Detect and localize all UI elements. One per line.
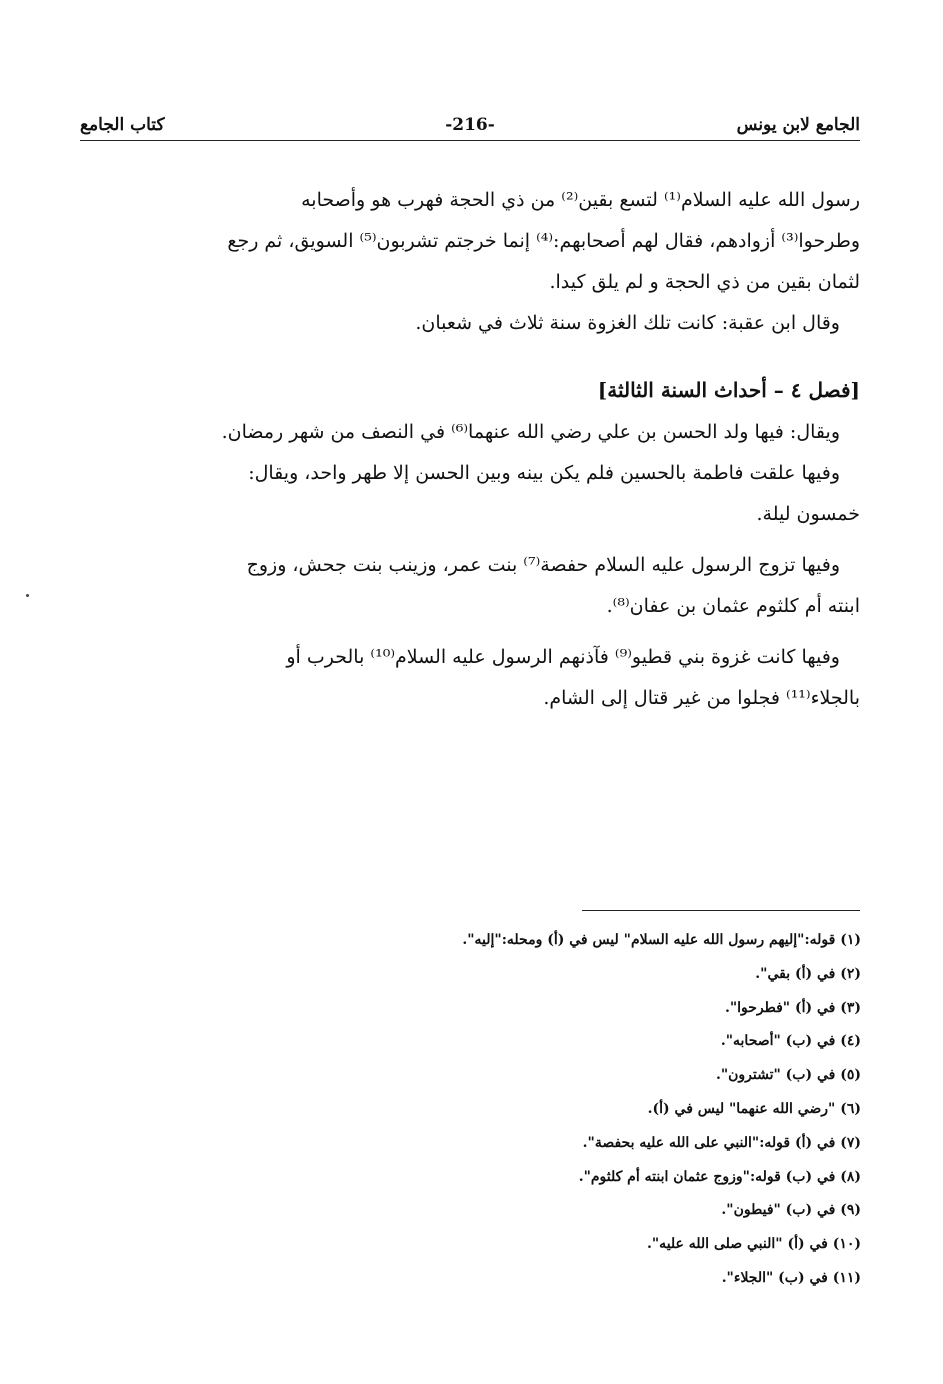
spacer (80, 627, 860, 637)
footnote: (١١) في (ب) "الجلاء". (721, 1269, 861, 1286)
scan-speck (26, 594, 29, 597)
footnotes (361, 924, 861, 1296)
footnote: (١) قوله:"إليهم رسول الله عليه السلام" ليس في (أ) ومحله:"إليه". (462, 932, 861, 948)
text-line: وطرحوا⁽³⁾ أزوادهم، فقال لهم أصحابهم:⁽⁴⁾ إنما خرجتم تشربون⁽⁵⁾ السويق، ثم رجع (227, 230, 860, 252)
header-rule (80, 140, 860, 141)
main-text (80, 180, 860, 719)
footnote: (١٠) في (أ) "النبي صلى الله عليه". (647, 1236, 861, 1253)
footnote: (٤) في (ب) "أصحابه". (720, 1033, 861, 1050)
footnote: (٩) في (ب) "فيطون". (721, 1202, 861, 1219)
spacer (80, 344, 860, 368)
text-line: وفيها تزوج الرسول عليه السلام حفصة⁽⁷⁾ بنت عمر، وزينب بنت جحش، وزوج (246, 554, 840, 576)
footnote: (٨) في (ب) قوله:"وزوج عثمان ابنته أم كلثوم". (578, 1168, 861, 1185)
footnote: (٢) في (أ) بقي". (755, 965, 861, 982)
footnote: (٥) في (ب) "تشترون". (715, 1067, 861, 1084)
text-line: رسول الله عليه السلام⁽¹⁾ لتسع بقين⁽²⁾ من ذي الحجة فهرب هو وأصحابه (301, 189, 860, 211)
page-header (80, 112, 860, 142)
text-line: ابنته أم كلثوم عثمان بن عفان⁽⁸⁾. (606, 595, 860, 617)
section-heading: [فصل ٤ – أحداث السنة الثالثة] (597, 378, 860, 402)
text-line: وفيها علقت فاطمة بالحسين فلم يكن بينه وبين الحسن إلا طهر واحد، ويقال: (248, 462, 840, 484)
running-title: الجامع لابن يونس (736, 115, 860, 135)
text-line: خمسون ليلة. (756, 503, 860, 525)
footnote: (٧) في (أ) قوله:"النبي على الله عليه بحفصة". (582, 1134, 861, 1151)
page-number: -216- (445, 115, 495, 135)
text-line: ويقال: فيها ولد الحسن بن علي رضي الله عنهما⁽⁶⁾ في النصف من شهر رمضان. (221, 421, 840, 443)
footnote: (٣) في (أ) "فطرحوا". (724, 999, 861, 1016)
text-line: وفيها كانت غزوة بني قطيو⁽⁹⁾ فآذنهم الرسول عليه السلام⁽¹⁰⁾ بالحرب أو (286, 646, 840, 668)
text-line: بالجلاء⁽¹¹⁾ فجلوا من غير قتال إلى الشام. (543, 687, 860, 709)
footnote: (٦) "رضي الله عنهما" ليس في (أ). (647, 1100, 861, 1117)
spacer (80, 535, 860, 545)
text-line: وقال ابن عقبة: كانت تلك الغزوة سنة ثلاث في شعبان. (415, 312, 840, 334)
footnote-rule (582, 910, 860, 911)
book-section-title: كتاب الجامع (80, 115, 165, 135)
text-line: لثمان بقين من ذي الحجة و لم يلق كيدا. (549, 271, 860, 293)
